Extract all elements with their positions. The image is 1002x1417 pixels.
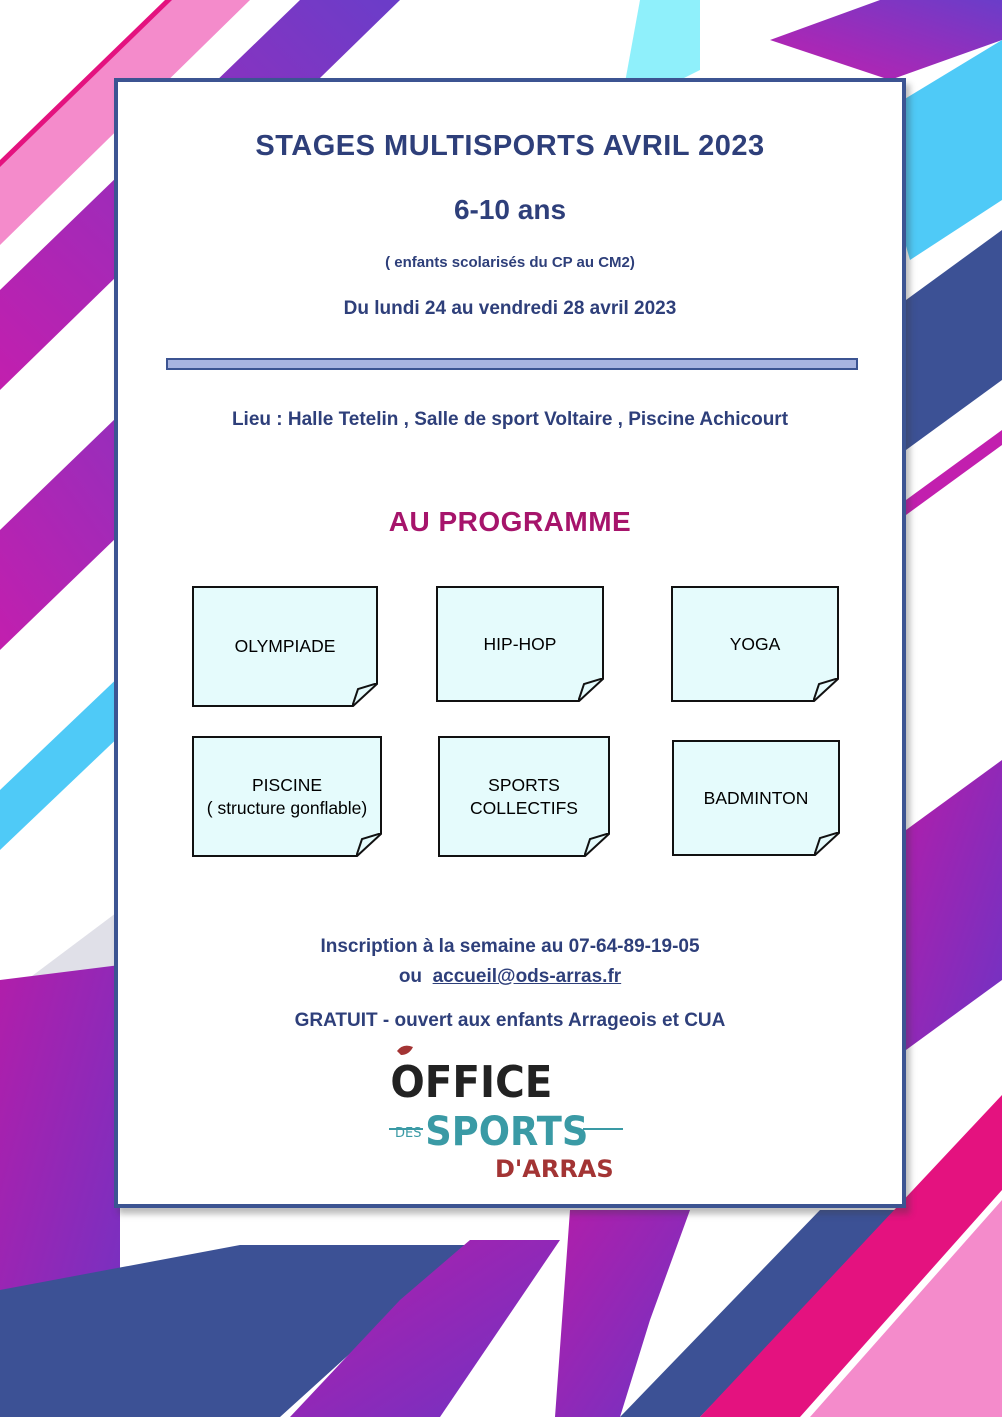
school-levels: ( enfants scolarisés du CP au CM2): [385, 254, 635, 271]
flyer-title: STAGES MULTISPORTS AVRIL 2023: [255, 130, 765, 162]
activity-card: [436, 586, 604, 702]
divider-bar: [166, 358, 858, 370]
activity-card: [192, 736, 382, 857]
email-link[interactable]: accueil@ods-arras.fr: [432, 966, 622, 987]
folded-corner-icon: [578, 678, 604, 702]
activity-card: [672, 740, 840, 856]
logo-text-des: DES: [395, 1126, 422, 1141]
age-range: 6-10 ans: [453, 194, 567, 225]
activity-label: SPORTS: [488, 774, 560, 795]
free-notice: GRATUIT - ouvert aux enfants Arrageois et CUA: [294, 1010, 726, 1031]
activity-label: PISCINE: [251, 774, 323, 795]
folded-corner-icon: [814, 832, 840, 856]
activity-card: [192, 586, 378, 707]
office-des-sports-logo: [383, 1045, 643, 1185]
activity-label: YOGA: [729, 633, 781, 654]
activity-label: OLYMPIADE: [234, 636, 336, 657]
folded-corner-icon: [356, 833, 382, 857]
flyer-card: [114, 78, 906, 1208]
folded-corner-icon: [352, 683, 378, 707]
registration-phone: Inscription à la semaine au 07-64-89-19-05: [320, 936, 700, 957]
activity-label: HIP-HOP: [483, 633, 557, 654]
activity-card: [671, 586, 839, 702]
logo-text-office: OFFICE: [390, 1056, 553, 1108]
registration-info: [118, 932, 902, 992]
activity-label: BADMINTON: [703, 787, 809, 808]
logo-text-sports: SPORTS: [425, 1108, 589, 1156]
programme-heading: AU PROGRAMME: [388, 506, 632, 537]
folded-corner-icon: [813, 678, 839, 702]
location: Lieu : Halle Tetelin , Salle de sport Voltaire , Piscine Achicourt: [231, 409, 789, 430]
logo-text-arras: D'ARRAS: [495, 1155, 614, 1183]
folded-corner-icon: [584, 833, 610, 857]
activity-card: [438, 736, 610, 857]
activity-sublabel: ( structure gonflable): [206, 797, 368, 818]
activity-sublabel: COLLECTIFS: [470, 797, 578, 818]
contact-or: ou: [398, 966, 423, 987]
dates: Du lundi 24 au vendredi 28 avril 2023: [343, 298, 677, 319]
